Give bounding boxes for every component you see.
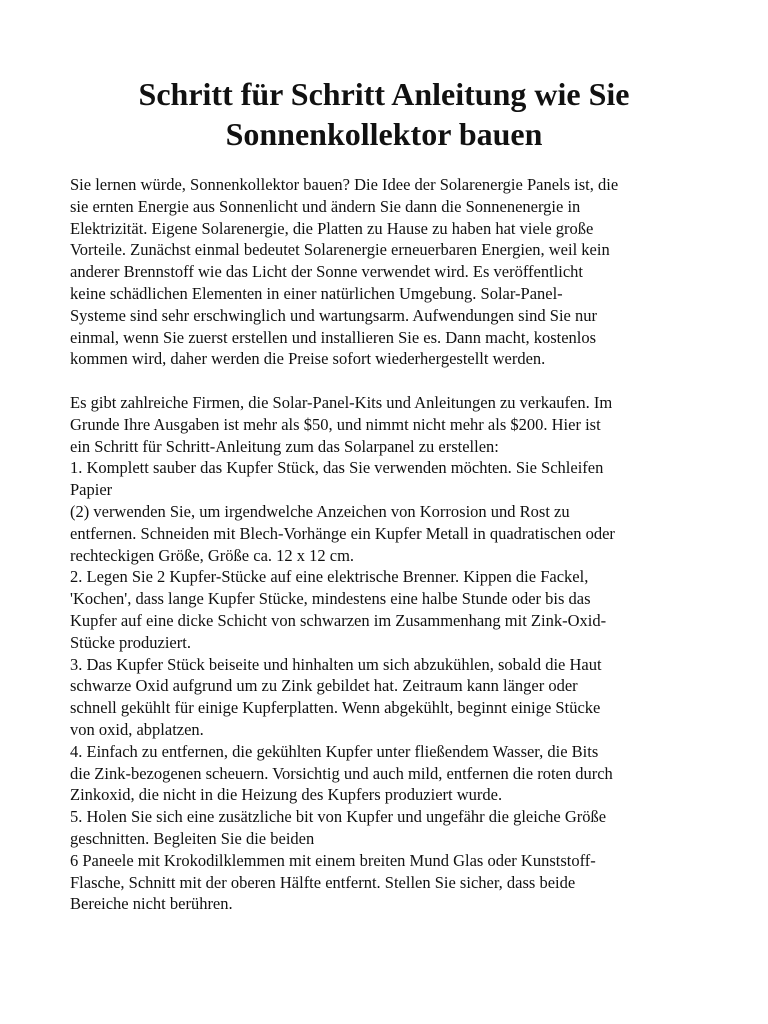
paragraph-spacer (70, 370, 710, 392)
step-line: rechteckigen Größe, Größe ca. 12 x 12 cm. (70, 545, 355, 565)
step-line: (2) verwenden Sie, um irgendwelche Anzeichen von Korrosion und Rost zu (70, 501, 570, 521)
step-line: Kupfer auf eine dicke Schicht von schwarzen im Zusammenhang mit Zink-Oxid- (70, 610, 607, 630)
page-title (70, 74, 698, 154)
step-line: 4. Einfach zu entfernen, die gekühlten Kupfer unter fließendem Wasser, die Bits (70, 741, 599, 761)
title-line: Schritt für Schritt Anleitung wie Sie (138, 76, 630, 112)
step-line: 3. Das Kupfer Stück beiseite und hinhalten um sich abzukühlen, sobald die Haut (70, 654, 602, 674)
document-body (70, 174, 710, 915)
text-line: Systeme sind sehr erschwinglich und wartungsarm. Aufwendungen sind Sie nur (70, 305, 598, 325)
text-line: keine schädlichen Elementen in einer natürlichen Umgebung. Solar-Panel- (70, 283, 563, 303)
step-line: 1. Komplett sauber das Kupfer Stück, das Sie verwenden möchten. Sie Schleifen (70, 458, 604, 478)
step-line: Stücke produziert. (70, 632, 191, 652)
step-line: 2. Legen Sie 2 Kupfer-Stücke auf eine elektrische Brenner. Kippen die Fackel, (70, 567, 589, 587)
step-line: geschnitten. Begleiten Sie die beiden (70, 828, 315, 848)
text-line: Sie lernen würde, Sonnenkollektor bauen? Die Idee der Solarenergie Panels ist, die (70, 175, 619, 194)
intro-paragraph (70, 174, 710, 370)
step-line: Flasche, Schnitt mit der oberen Hälfte entfernt. Stellen Sie sicher, dass beide (70, 872, 576, 892)
step-line: schnell gekühlt für einige Kupferplatten. Wenn abgekühlt, beginnt einige Stücke (70, 698, 601, 718)
step-line: Bereiche nicht berühren. (70, 894, 233, 914)
text-line: einmal, wenn Sie zuerst erstellen und installieren Sie es. Dann macht, kostenlos (70, 327, 597, 347)
step-line: von oxid, abplatzen. (70, 719, 204, 739)
text-line: kommen wird, daher werden die Preise sofort wiederhergestellt werden. (70, 349, 546, 369)
step-line: schwarze Oxid aufgrund um zu Zink gebildet hat. Zeitraum kann länger oder (70, 676, 578, 696)
step-line: entfernen. Schneiden mit Blech-Vorhänge ein Kupfer Metall in quadratischen oder (70, 523, 615, 543)
step-line: Papier (70, 480, 113, 500)
text-line: Elektrizität. Eigene Solarenergie, die Platten zu Hause zu haben hat viele große (70, 218, 594, 238)
step-line: 6 Paneele mit Krokodilklemmen mit einem breiten Mund Glas oder Kunststoff- (70, 850, 596, 870)
step-line: Zinkoxid, die nicht in die Heizung des Kupfers produziert wurde. (70, 785, 503, 805)
title-line: Sonnenkollektor bauen (225, 116, 543, 152)
text-line: Grunde Ihre Ausgaben ist mehr als $50, und nimmt nicht mehr als $200. Hier ist (70, 414, 601, 434)
text-line: anderer Brennstoff wie das Licht der Sonne verwendet wird. Es veröffentlicht (70, 262, 584, 282)
text-line: Es gibt zahlreiche Firmen, die Solar-Panel-Kits und Anleitungen zu verkaufen. Im (70, 392, 613, 412)
step-line: 5. Holen Sie sich eine zusätzliche bit von Kupfer und ungefähr die gleiche Größe (70, 807, 607, 827)
step-line: 'Kochen', dass lange Kupfer Stücke, mindestens eine halbe Stunde oder bis das (70, 589, 591, 609)
instructions-paragraph (70, 392, 710, 915)
text-line: sie ernten Energie aus Sonnenlicht und ändern Sie dann die Sonnenenergie in (70, 196, 581, 216)
step-line: die Zink-bezogenen scheuern. Vorsichtig und auch mild, entfernen die roten durch (70, 763, 613, 783)
text-line: Vorteile. Zunächst einmal bedeutet Solarenergie erneuerbaren Energien, weil kein (70, 240, 610, 260)
text-line: ein Schritt für Schritt-Anleitung zum das Solarpanel zu erstellen: (70, 436, 499, 456)
